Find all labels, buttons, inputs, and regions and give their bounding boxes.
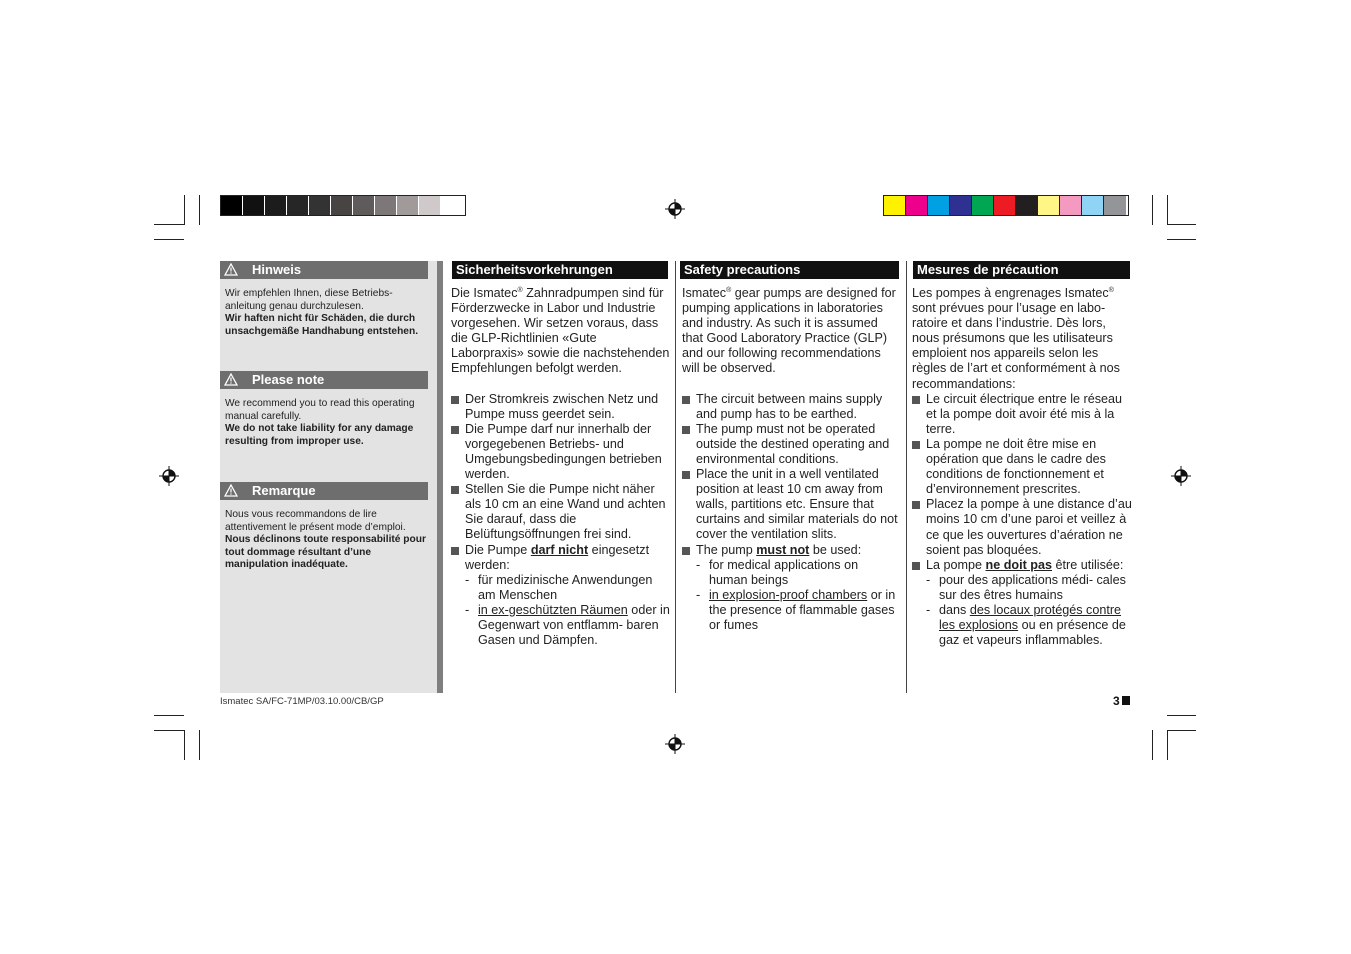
section-heading-en: Safety precautions	[680, 261, 899, 279]
sub-list-item: - in ex-geschützten Räumen oder in Gegenwart von entflamm- baren Gasen und Dämpfen.	[465, 602, 670, 648]
warning-icon	[224, 373, 238, 386]
sub-list-item: - dans des locaux protégés contre les explosions ou en présence de gaz et vapeurs inflammables.	[926, 602, 1126, 648]
calibration-swatch	[331, 196, 353, 215]
list-item: Die Pumpe darf nicht eingesetzt werden:	[451, 543, 671, 573]
sub-list-item: - pour des applications médi- cales sur des êtres humains	[926, 572, 1126, 602]
calibration-swatch	[1060, 196, 1082, 215]
sub-list-item: - für medizinische Anwendungen am Menschen	[465, 572, 653, 602]
calibration-swatch	[1104, 196, 1126, 215]
registration-target-icon	[159, 466, 179, 486]
calibration-swatch	[353, 196, 375, 215]
warning-icon	[224, 263, 238, 276]
note-heading-en: Please note	[220, 371, 428, 389]
registration-target-icon	[665, 734, 685, 754]
calibration-swatch	[950, 196, 972, 215]
calibration-swatch	[972, 196, 994, 215]
list-item: Stellen Sie die Pumpe nicht näher als 10 cm an eine Wand und achten Sie darauf, dass die Belüftungsöffnungen frei sind.	[451, 482, 671, 542]
note-text-en: We recommend you to read this operating manual carefully. We do not take liability for any damage resulting from improper use.	[225, 398, 415, 447]
list-item: Le circuit électrique entre le réseau et la pompe doit avoir été mis à la terre.	[912, 392, 1132, 437]
intro-paragraph: Ismatec® gear pumps are designed for pumping applications in laboratories and industry. As such it is assumed that Good Laboratory Practice (GLP) and our following recommendations will be observed.	[682, 286, 896, 376]
list-item: The pump must not be used:	[682, 543, 900, 558]
calibration-swatch	[994, 196, 1016, 215]
section-heading-de: Sicherheitsvorkehrungen	[452, 261, 668, 279]
intro-paragraph: Die Ismatec® Zahnradpumpen sind für Förderzwecke in Labor und Industrie vorgesehen. Wir setzen voraus, dass die GLP-Richtlinien «Gute Laborpraxis» sowie die nachstehenden Empfehlungen befolgt werden.	[451, 286, 670, 376]
calibration-swatch	[243, 196, 265, 215]
note-text-de: Wir empfehlen Ihnen, diese Betriebs- anleitung genau durchzulesen. Wir haften nicht für Schäden, die durch unsachgemäße Handhabung entstehen.	[225, 288, 419, 337]
list-item: Placez la pompe à une distance d’au moins 10 cm d’une paroi et veillez à ce que les ouvertures d’aération ne soient pas bloquées.	[912, 497, 1132, 557]
calibration-swatch	[1016, 196, 1038, 215]
intro-paragraph: Les pompes à engrenages Ismatec® sont prévues pour l’usage en labo- ratoire et dans l’industrie. Dès lors, nous présumons que les utilisateurs emploient nos appareils selon les règles de l’art et conformément à nos recommandations:	[912, 286, 1120, 391]
page-number: 3	[1113, 694, 1120, 708]
list-item: Der Stromkreis zwischen Netz und Pumpe muss geerdet sein.	[451, 392, 671, 422]
calibration-swatch	[397, 196, 419, 215]
calibration-swatch	[906, 196, 928, 215]
grayscale-calibration-bar	[220, 195, 466, 216]
registration-target-icon	[1171, 466, 1191, 486]
color-calibration-bar	[883, 195, 1129, 216]
calibration-swatch	[1038, 196, 1060, 215]
list-item: Die Pumpe darf nur innerhalb der vorgegebenen Betriebs- und Umgebungsbedingungen betrieben werden.	[451, 422, 671, 482]
list-item: Place the unit in a well ventilated position at least 10 cm away from walls, partitions etc. Ensure that curtains and similar materials do not cover the ventilation slits.	[682, 467, 900, 542]
warning-icon	[224, 484, 238, 497]
calibration-swatch	[441, 196, 463, 215]
safety-text-de	[451, 286, 671, 648]
safety-text-fr	[912, 286, 1132, 648]
calibration-swatch	[928, 196, 950, 215]
section-heading-fr: Mesures de précaution	[913, 261, 1130, 279]
calibration-swatch	[375, 196, 397, 215]
note-heading-de: Hinweis	[220, 261, 428, 279]
note-heading-fr: Remarque	[220, 482, 428, 500]
sidebar-divider	[437, 261, 443, 693]
calibration-swatch	[221, 196, 243, 215]
list-item: La pompe ne doit être mise en opération que dans le cadre des conditions de fonctionnement et d’environnement prescrites.	[912, 437, 1132, 497]
safety-text-en	[682, 286, 900, 633]
page-marker	[1122, 696, 1130, 705]
note-text-fr: Nous vous recommandons de lire attentivement le présent mode d’emploi. Nous déclinons toute responsabilité pour tout dommage résultant d’une manipulation inadéquate.	[225, 509, 426, 570]
document-reference: Ismatec SA/FC-71MP/03.10.00/CB/GP	[220, 696, 384, 707]
calibration-swatch	[265, 196, 287, 215]
list-item: The pump must not be operated outside the destined operating and environmental conditions.	[682, 422, 900, 467]
registration-target-icon	[665, 199, 685, 219]
sub-list-item: - in explosion-proof chambers or in the presence of flammable gases or fumes	[696, 587, 896, 632]
column-divider	[675, 261, 676, 693]
calibration-swatch	[884, 196, 906, 215]
calibration-swatch	[287, 196, 309, 215]
sub-list-item: - for medical applications on human beings	[696, 557, 859, 587]
calibration-swatch	[1082, 196, 1104, 215]
list-item: La pompe ne doit pas être utilisée:	[912, 558, 1132, 573]
column-divider	[906, 261, 907, 693]
list-item: The circuit between mains supply and pump has to be earthed.	[682, 392, 900, 422]
calibration-swatch	[309, 196, 331, 215]
calibration-swatch	[419, 196, 441, 215]
